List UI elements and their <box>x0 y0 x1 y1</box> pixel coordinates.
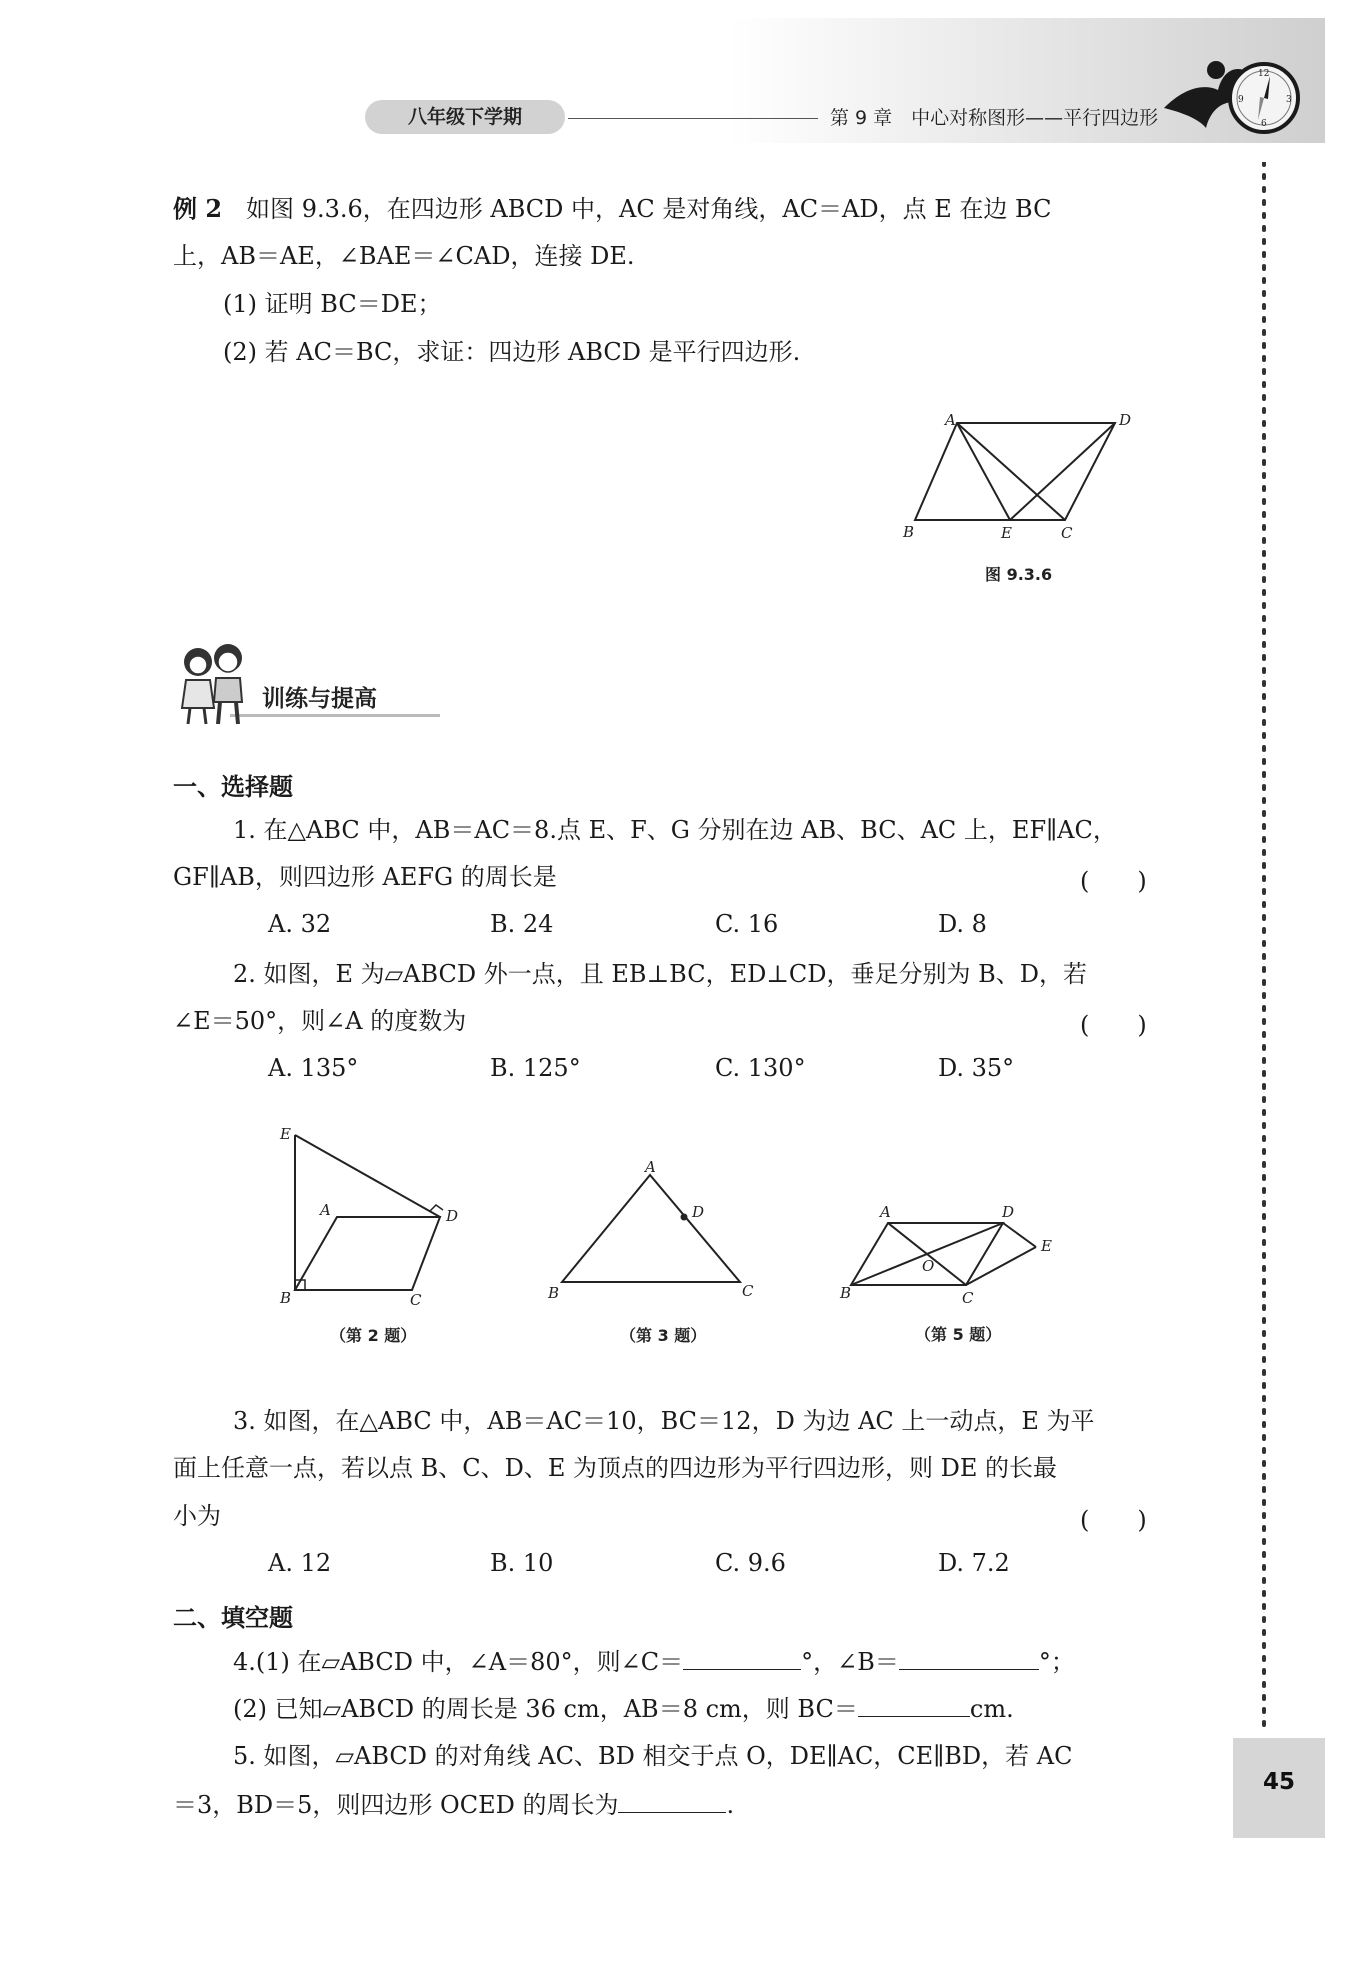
q5-blank-perimeter[interactable] <box>618 1788 726 1813</box>
q5-line-1: 5. 如图，▱ABCD 的对角线 AC、BD 相交于点 O，DE∥AC，CE∥BD，若 AC <box>233 1742 1073 1770</box>
fig5-label-d: D <box>1002 1203 1015 1221</box>
fig5-label-a: A <box>880 1203 891 1221</box>
q4-blank-b[interactable] <box>899 1645 1039 1670</box>
example-part-2: (2) 若 AC＝BC，求证：四边形 ABCD 是平行四边形. <box>223 338 801 366</box>
fig936-label-b: B <box>903 523 915 541</box>
svg-text:6: 6 <box>1261 119 1267 129</box>
q2-line-1: 2. 如图，E 为▱ABCD 外一点，且 EB⊥BC，ED⊥CD，垂足分别为 B、D，若 <box>233 960 1088 988</box>
q2-option-d: D. 35° <box>938 1054 1015 1082</box>
header-divider <box>568 118 818 119</box>
fig3-label-c: C <box>742 1282 754 1300</box>
chapter-title: 第 9 章 中心对称图形——平行四边形 <box>830 107 1159 129</box>
q1-option-b: B. 24 <box>490 910 554 938</box>
q1-option-a: A. 32 <box>268 910 332 938</box>
fig5-label-c: C <box>962 1289 974 1307</box>
q3-option-d: D. 7.2 <box>938 1549 1010 1577</box>
section-fill-blank: 二、填空题 <box>173 1604 293 1632</box>
page-number: 45 <box>1262 1769 1295 1795</box>
q4-part-2: (2) 已知▱ABCD 的周长是 36 cm，AB＝8 cm，则 BC＝ cm. <box>233 1692 1014 1725</box>
q5-line-2: ＝3，BD＝5，则四边形 OCED 的周长为 . <box>173 1788 734 1821</box>
figure-caption-q2: （第 2 题） <box>330 1326 417 1345</box>
q3-line-3: 小为 <box>173 1502 221 1530</box>
svg-text:3: 3 <box>1286 95 1292 105</box>
q3-line-1: 3. 如图，在△ABC 中，AB＝AC＝10，BC＝12，D 为边 AC 上一动点，E 为平 <box>233 1407 1095 1435</box>
fig3-label-b: B <box>548 1284 560 1302</box>
svg-text:12: 12 <box>1258 69 1270 79</box>
q1-option-c: C. 16 <box>715 910 779 938</box>
fig2-label-b: B <box>280 1289 292 1307</box>
q3-option-c: C. 9.6 <box>715 1549 786 1577</box>
q2-option-a: A. 135° <box>268 1054 359 1082</box>
fig5-label-o: O <box>922 1257 935 1275</box>
figure-q5 <box>838 1195 1068 1310</box>
q4-blank-bc[interactable] <box>858 1692 970 1717</box>
fig936-label-e: E <box>1001 524 1012 542</box>
example-line-1: 例 2 如图 9.3.6，在四边形 ABCD 中，AC 是对角线，AC＝AD，点 E 在边 BC <box>173 194 1052 223</box>
fig5-label-e: E <box>1041 1237 1052 1255</box>
q1-line-2: GF∥AB，则四边形 AEFG 的周长是 <box>173 863 557 891</box>
compass-runner-logo <box>1160 52 1300 142</box>
q3-option-a: A. 12 <box>268 1549 332 1577</box>
page-number-box <box>1233 1738 1325 1838</box>
example-label: 例 2 <box>173 194 223 223</box>
fig2-label-a: A <box>320 1201 331 1219</box>
fig3-label-a: A <box>645 1160 656 1176</box>
grade-label: 八年级下学期 <box>365 100 565 134</box>
figure-caption-q5: （第 5 题） <box>915 1325 1002 1344</box>
example-line-2: 上，AB＝AE，∠BAE＝∠CAD，连接 DE. <box>173 242 635 270</box>
margin-dotted-line <box>1261 162 1267 1732</box>
fig936-label-c: C <box>1061 524 1073 542</box>
example-part-1: (1) 证明 BC＝DE； <box>223 290 442 318</box>
figure-caption-936: 图 9.3.6 <box>985 565 1053 584</box>
q4-part-1: 4.(1) 在▱ABCD 中，∠A＝80°，则∠C＝ °，∠B＝ °； <box>233 1645 1075 1678</box>
figure-caption-q3: （第 3 题） <box>620 1326 707 1345</box>
fig2-label-c: C <box>410 1291 422 1309</box>
q2-option-c: C. 130° <box>715 1054 806 1082</box>
fig936-label-a: A <box>945 411 956 429</box>
fig2-label-d: D <box>446 1207 459 1225</box>
q1-answer-bracket: ( ) <box>1080 867 1147 895</box>
q1-line-1: 1. 在△ABC 中，AB＝AC＝8.点 E、F、G 分别在边 AB、BC、AC 上，EF∥AC， <box>233 816 1117 844</box>
figure-q3 <box>540 1160 760 1310</box>
q3-option-b: B. 10 <box>490 1549 554 1577</box>
q2-option-b: B. 125° <box>490 1054 581 1082</box>
fig936-label-d: D <box>1119 411 1132 429</box>
q3-answer-bracket: ( ) <box>1080 1506 1147 1534</box>
figure-9-3-6 <box>895 405 1145 550</box>
q3-line-2: 面上任意一点，若以点 B、C、D、E 为顶点的四边形为平行四边形，则 DE 的长最 <box>173 1454 1058 1482</box>
q4-blank-c[interactable] <box>683 1645 801 1670</box>
svg-text:9: 9 <box>1238 95 1244 105</box>
figure-q2 <box>272 1125 472 1310</box>
fig3-label-d: D <box>692 1203 705 1221</box>
training-title: 训练与提高 <box>262 686 377 712</box>
section-multiple-choice: 一、选择题 <box>173 773 293 801</box>
q2-answer-bracket: ( ) <box>1080 1011 1147 1039</box>
q2-line-2: ∠E＝50°，则∠A 的度数为 <box>173 1007 467 1035</box>
q1-option-d: D. 8 <box>938 910 987 938</box>
fig5-label-b: B <box>840 1284 852 1302</box>
fig2-label-e: E <box>280 1125 291 1143</box>
